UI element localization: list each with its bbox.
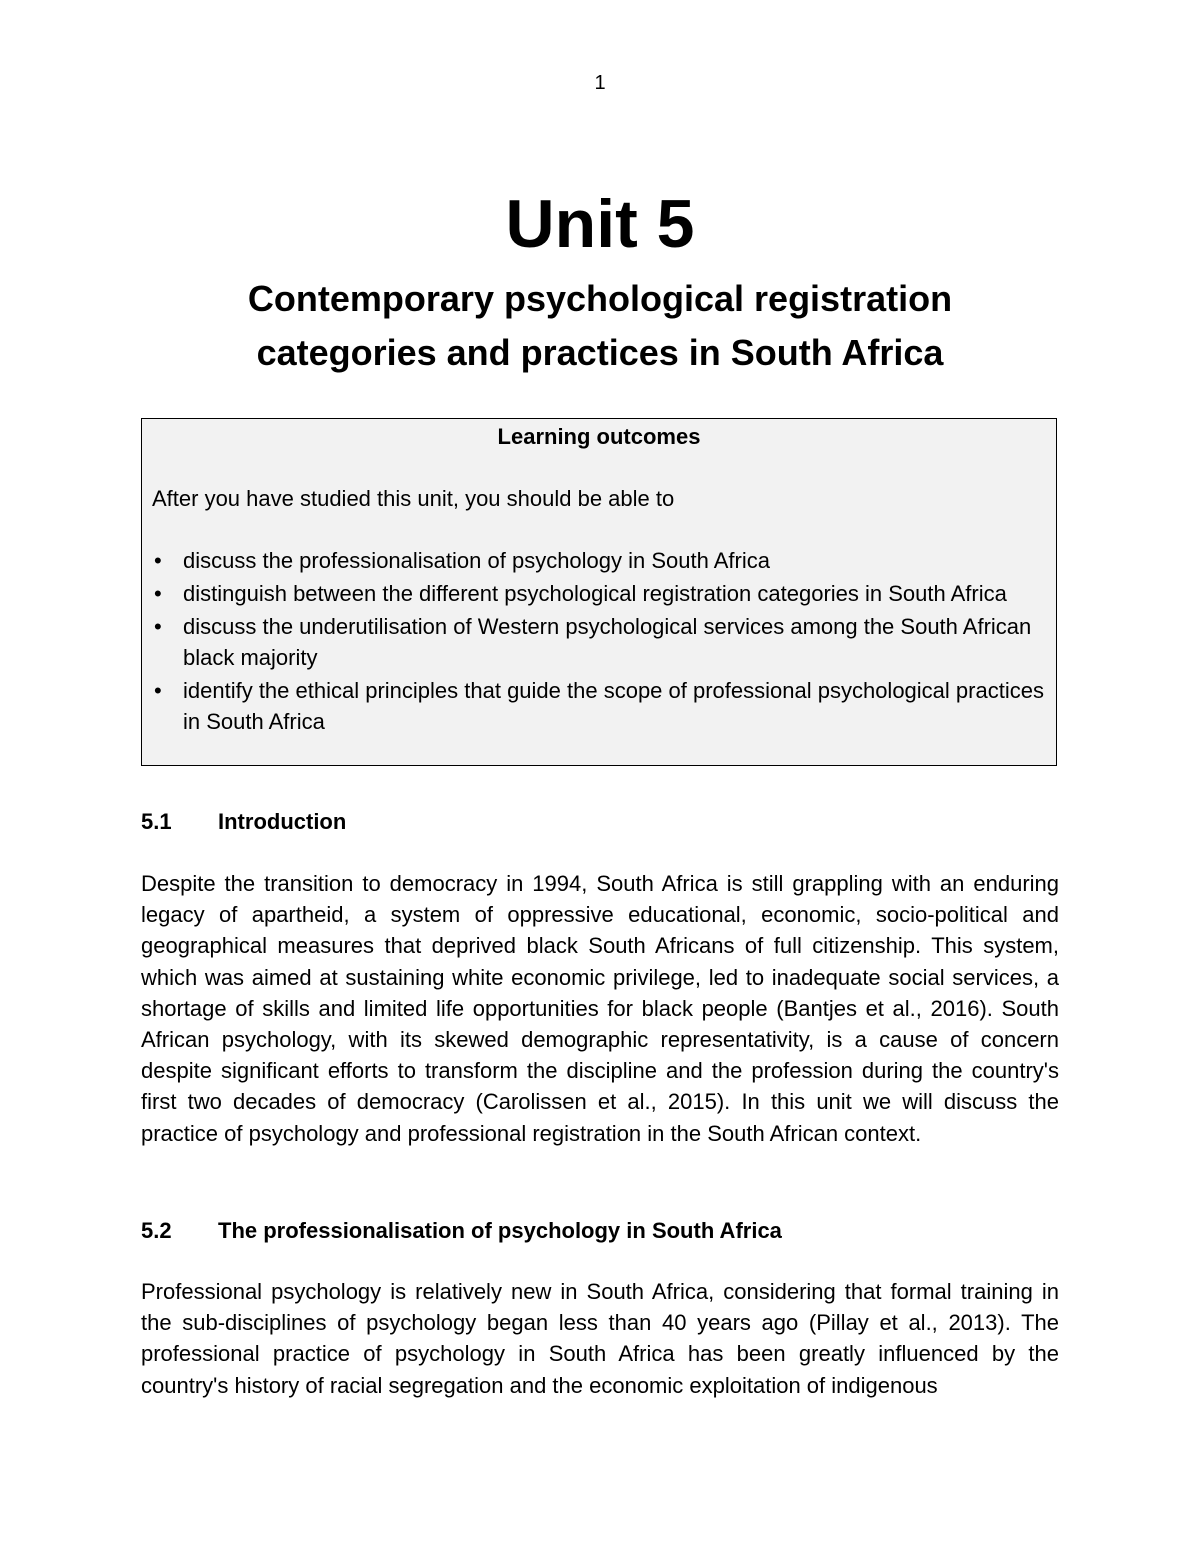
bullet-icon: •	[154, 678, 162, 703]
learning-outcome-text: identify the ethical principles that guide the scope of professional psychological practices in South Africa	[183, 678, 1044, 734]
bullet-icon: •	[154, 581, 162, 606]
learning-outcome-item	[152, 611, 1046, 673]
section-number: 5.1	[141, 809, 172, 834]
introduction-paragraph: Despite the transition to democracy in 1994, South Africa is still grappling with an enduring legacy of apartheid, a system of oppressive educational, economic, socio-political and geographical measures that deprived black South Africans of full citizenship. This system, which was aimed at sustaining white economic privilege, led to inadequate social services, a shortage of skills and limited life opportunities for black people (Bantjes et al., 2016). South African psychology, with its skewed demographic representativity, is a cause of concern despite significant efforts to transform the discipline and the profession during the country's first two decades of democracy (Carolissen et al., 2015). In this unit we will discuss the practice of psychology and professional registration in the South African context.	[141, 871, 1059, 1146]
learning-outcomes-heading: Learning outcomes	[497, 424, 701, 449]
learning-outcome-text: distinguish between the different psychological registration categories in South Africa	[183, 581, 1007, 606]
learning-outcomes-intro: After you have studied this unit, you should be able to	[152, 486, 675, 511]
section-number: 5.2	[141, 1218, 172, 1243]
bullet-icon: •	[154, 548, 162, 573]
unit-subtitle-line-2: categories and practices in South Africa	[256, 332, 944, 373]
section-heading-professionalisation	[141, 1215, 782, 1246]
section-heading-introduction	[141, 806, 346, 837]
section-title: Introduction	[218, 809, 347, 834]
unit-title: Unit 5	[505, 186, 695, 262]
learning-outcomes-box	[141, 418, 1057, 766]
learning-outcome-text: discuss the professionalisation of psychology in South Africa	[183, 548, 770, 573]
page-number: 1	[594, 72, 606, 94]
learning-outcome-text: discuss the underutilisation of Western psychological services among the South African black majority	[183, 614, 1032, 670]
learning-outcome-item	[152, 545, 1046, 576]
bullet-icon: •	[154, 614, 162, 639]
learning-outcome-item	[152, 578, 1046, 609]
section-title: The professionalisation of psychology in South Africa	[218, 1218, 782, 1243]
unit-subtitle	[0, 272, 1200, 380]
professionalisation-paragraph: Professional psychology is relatively new in South Africa, considering that formal training in the sub-disciplines of psychology began less than 40 years ago (Pillay et al., 2013). The professional practice of psychology in South Africa has been greatly influenced by the country's history of racial segregation and the economic exploitation of indigenous	[141, 1279, 1059, 1398]
unit-subtitle-line-1: Contemporary psychological registration	[247, 278, 953, 319]
learning-outcomes-list	[152, 545, 1046, 737]
learning-outcome-item	[152, 675, 1046, 737]
